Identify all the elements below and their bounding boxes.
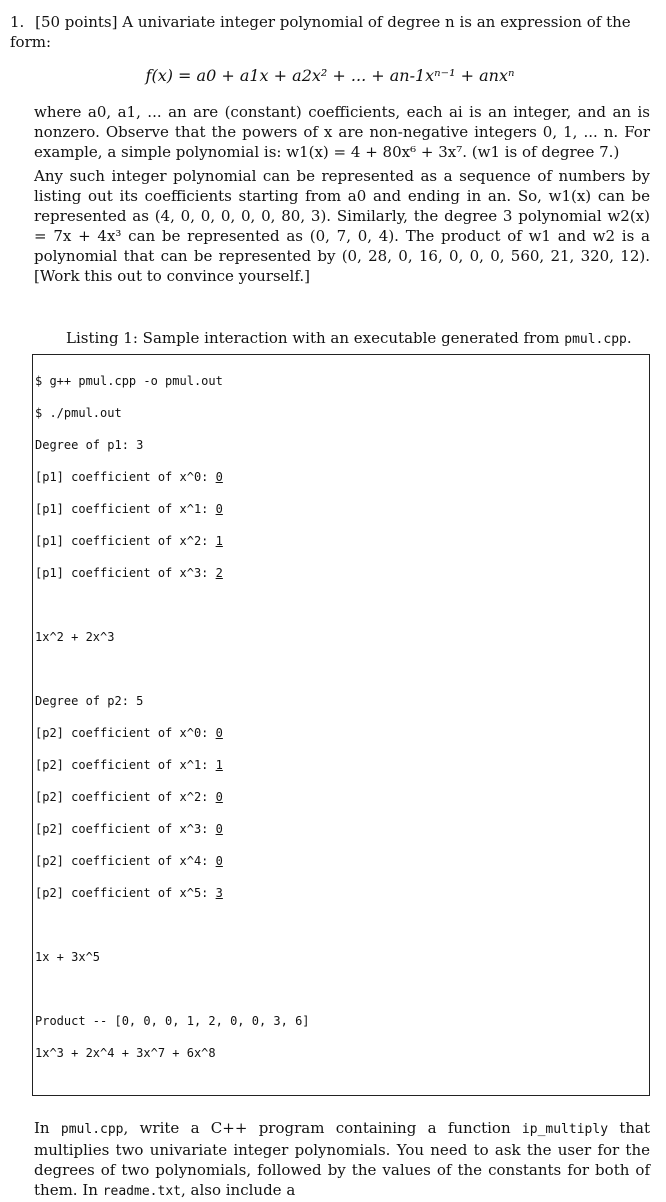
listing-prompt: [p2] coefficient of x^3:: [35, 822, 216, 836]
listing-blank: [35, 917, 649, 933]
listing-line: [35, 501, 649, 517]
task-paragraph: [34, 1118, 650, 1202]
task-text: that multiplies two univariate integer polynomials. You need to ask the user for the degrees of two polynomials, followed by the values of the constants for both of them. In: [34, 1119, 650, 1199]
listing-line: Product -- [0, 0, 0, 1, 2, 0, 0, 3, 6]: [35, 1014, 310, 1028]
task-file-readme: readme.txt: [102, 1184, 181, 1199]
assignment-page: [10, 10, 650, 1202]
listing-prompt: [p2] coefficient of x^1:: [35, 758, 216, 772]
listing-line: $ ./pmul.out: [35, 406, 122, 420]
code-listing: [32, 354, 650, 1096]
listing-line: 1x^2 + 2x^3: [35, 630, 115, 644]
listing-prompt: [p1] coefficient of x^3:: [35, 566, 216, 580]
task-text: , write a C++ program containing a function: [123, 1119, 511, 1137]
listing-prompt: [p2] coefficient of x^0:: [35, 726, 216, 740]
listing-input: 0: [215, 790, 223, 804]
listing-caption-text: Listing 1: Sample interaction with an executable generated from: [66, 329, 560, 347]
listing-blank: [35, 981, 649, 997]
listing-caption-period: .: [626, 329, 632, 347]
listing-input: 3: [215, 886, 223, 900]
listing-input: 2: [215, 566, 223, 580]
listing-prompt: [p1] coefficient of x^2:: [35, 534, 216, 548]
listing-prompt: [p2] coefficient of x^2:: [35, 790, 216, 804]
question-header: [10, 12, 650, 52]
paragraph-coefficients: where a0, a1, ... an are (constant) coefficients, each ai is an integer, and an is nonzero. Observe that the powers of x are non-negative integers 0, 1, ... n. For example, a simple polynomial is: w1(x) = 4 + 80x⁶ + 3x⁷. (w1 is of degree 7.): [34, 103, 650, 161]
listing-blank: [35, 597, 649, 613]
listing-line: [35, 885, 649, 901]
listing-input: 0: [215, 502, 223, 516]
listing-caption-file: pmul.cpp: [564, 332, 627, 347]
task-text: In: [34, 1119, 50, 1137]
listing-line: [35, 565, 649, 581]
task-function-name: ip_multiply: [521, 1122, 609, 1137]
listing-input: 0: [215, 822, 223, 836]
listing-input: 0: [215, 854, 223, 868]
listing-caption: [66, 328, 650, 350]
listing-prompt: [p2] coefficient of x^4:: [35, 854, 216, 868]
question-number: 1.: [10, 13, 25, 31]
listing-line: $ g++ pmul.cpp -o pmul.out: [35, 374, 223, 388]
listing-input: 1: [215, 758, 223, 772]
listing-line: [35, 533, 649, 549]
listing-line: [35, 821, 649, 837]
listing-line: 1x^3 + 2x^4 + 3x^7 + 6x^8: [35, 1046, 216, 1060]
task-file-pmul: pmul.cpp: [60, 1122, 124, 1137]
paragraph-representation: Any such integer polynomial can be represented as a sequence of numbers by listing out its coefficients starting from a0 and ending in an. So, w1(x) can be represented as (4, 0, 0, 0, 0, 0, 80, 3). Similarly, the degree 3 polynomial w2(x) = 7x + 4x³ can be represented as (0, 7, 0, 4). The product of w1 and w2 is a polynomial that can be represented by (0, 28, 0, 16, 0, 0, 0, 560, 21, 320, 12). [Work this out to convince yourself.]: [34, 167, 650, 285]
listing-line: Degree of p2: 5: [35, 694, 144, 708]
listing-line: 1x + 3x^5: [35, 950, 101, 964]
listing-prompt: [p1] coefficient of x^1:: [35, 502, 216, 516]
listing-input: 0: [215, 726, 223, 740]
listing-line: Degree of p1: 3: [35, 438, 144, 452]
listing-prompt: [p1] coefficient of x^0:: [35, 470, 216, 484]
task-text: , also include a: [180, 1181, 296, 1199]
listing-input: 1: [215, 534, 223, 548]
listing-prompt: [p2] coefficient of x^5:: [35, 886, 216, 900]
listing-line: [35, 469, 649, 485]
listing-line: [35, 853, 649, 869]
listing-blank: [35, 661, 649, 677]
question-points: [50 points]: [35, 13, 118, 31]
polynomial-formula: f(x) = a0 + a1x + a2x² + ... + an-1xⁿ⁻¹ + anxⁿ: [145, 66, 515, 85]
listing-input: 0: [215, 470, 223, 484]
listing-line: [35, 725, 649, 741]
question-intro: A univariate integer polynomial of degree n is an expression of the form:: [10, 13, 631, 51]
listing-line: [35, 757, 649, 773]
listing-line: [35, 789, 649, 805]
